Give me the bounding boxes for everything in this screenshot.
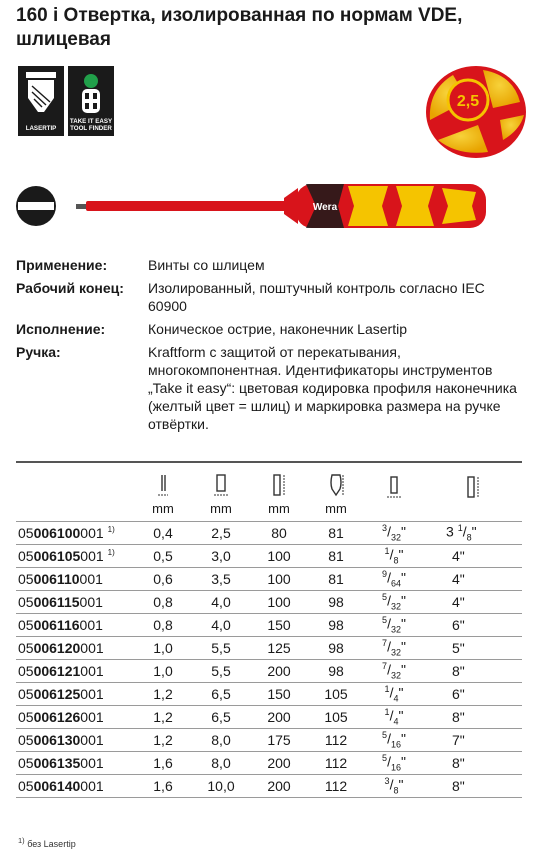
cell-width: 6,5 xyxy=(192,683,250,706)
cell-blade-length: 100 xyxy=(250,568,308,591)
cell-width: 4,0 xyxy=(192,591,250,614)
cell-width: 8,0 xyxy=(192,752,250,775)
cell-width: 3,5 xyxy=(192,568,250,591)
cell-length-inch: 6" xyxy=(424,614,522,637)
cell-article-code: 05006125001 xyxy=(16,683,134,706)
badge-label-line1: TAKE IT EASY xyxy=(69,118,113,125)
cell-thickness: 0,6 xyxy=(134,568,192,591)
table-row xyxy=(16,568,522,591)
cell-length-inch: 8" xyxy=(424,706,522,729)
cell-length-inch: 6" xyxy=(424,683,522,706)
cell-thickness: 1,2 xyxy=(134,683,192,706)
footnote xyxy=(18,836,76,849)
cell-width-inch: $^5/_{32}$" xyxy=(364,591,424,614)
lasertip-label: LASERTIP xyxy=(25,125,57,132)
cell-width: 4,0 xyxy=(192,614,250,637)
lasertip-badge xyxy=(18,66,64,136)
cell-length-inch: 5" xyxy=(424,637,522,660)
unit-label: mm xyxy=(325,501,347,516)
slot-profile-icon xyxy=(14,184,58,228)
cell-thickness: 0,5 xyxy=(134,545,192,568)
handle-size-mark: 2,5 xyxy=(456,93,480,110)
cell-blade-length: 125 xyxy=(250,637,308,660)
cell-width-inch: $^1/_4$" xyxy=(364,706,424,729)
cell-blade-length: 80 xyxy=(250,522,308,545)
unit-label: mm xyxy=(152,501,174,516)
handle-end-image xyxy=(408,60,528,160)
handle-length-icon xyxy=(327,473,345,497)
cell-length-inch: 8" xyxy=(424,660,522,683)
cell-width: 10,0 xyxy=(192,775,250,798)
cell-width-inch: $^9/_{64}$" xyxy=(364,568,424,591)
header-width xyxy=(192,462,250,522)
table-row xyxy=(16,683,522,706)
property-label: Ручка: xyxy=(16,344,61,360)
unit-label: mm xyxy=(210,501,232,516)
cell-article-code: 05006121001 xyxy=(16,660,134,683)
cell-handle-length: 81 xyxy=(308,522,364,545)
cell-article-code: 05006105001 $^{1)}$ xyxy=(16,545,134,568)
property-label: Исполнение: xyxy=(16,321,106,337)
header-blank xyxy=(16,462,134,522)
spec-table xyxy=(16,461,522,798)
table-row xyxy=(16,752,522,775)
cell-length-inch: 8" xyxy=(424,752,522,775)
cell-article-code: 05006140001 xyxy=(16,775,134,798)
cell-length-inch: 4" xyxy=(424,545,522,568)
table-header-row xyxy=(16,462,522,522)
table-row xyxy=(16,522,522,545)
table-row xyxy=(16,614,522,637)
cell-handle-length: 81 xyxy=(308,568,364,591)
table-row xyxy=(16,660,522,683)
property-row xyxy=(16,279,522,315)
cell-length-inch: 7" xyxy=(424,729,522,752)
cell-blade-length: 100 xyxy=(250,545,308,568)
properties-list xyxy=(16,256,522,438)
table-row xyxy=(16,729,522,752)
cell-article-code: 05006135001 xyxy=(16,752,134,775)
property-row xyxy=(16,320,522,338)
cell-handle-length: 98 xyxy=(308,660,364,683)
unit-label: mm xyxy=(268,501,290,516)
cell-thickness: 1,6 xyxy=(134,775,192,798)
cell-width-inch: $^5/_{16}$" xyxy=(364,729,424,752)
property-value: Винты со шлицем xyxy=(148,257,265,273)
cell-blade-length: 200 xyxy=(250,775,308,798)
table-row xyxy=(16,545,522,568)
cell-blade-length: 150 xyxy=(250,683,308,706)
cell-blade-length: 200 xyxy=(250,752,308,775)
cell-handle-length: 98 xyxy=(308,637,364,660)
cell-width-inch: $^1/_4$" xyxy=(364,683,424,706)
header-thickness xyxy=(134,462,192,522)
table-row xyxy=(16,637,522,660)
cell-width: 5,5 xyxy=(192,637,250,660)
property-value: Изолированный, поштучный контроль согласно IEC 60900 xyxy=(148,280,485,314)
cell-width: 5,5 xyxy=(192,660,250,683)
cell-handle-length: 112 xyxy=(308,775,364,798)
page-title: 160 i Отвертка, изолированная по нормам VDE, шлицевая xyxy=(16,5,463,50)
footnote-text: без Lasertip xyxy=(27,839,76,849)
property-row xyxy=(16,343,522,433)
property-label: Рабочий конец: xyxy=(16,280,124,296)
cell-width-inch: $^5/_{32}$" xyxy=(364,614,424,637)
table-row xyxy=(16,706,522,729)
cell-blade-length: 150 xyxy=(250,614,308,637)
cell-handle-length: 81 xyxy=(308,545,364,568)
cell-width-inch: $^1/_8$" xyxy=(364,545,424,568)
cell-length-inch: 4" xyxy=(424,568,522,591)
cell-thickness: 1,2 xyxy=(134,729,192,752)
cell-width-inch: $^7/_{32}$" xyxy=(364,660,424,683)
cell-width: 8,0 xyxy=(192,729,250,752)
header-handle-length xyxy=(308,462,364,522)
cell-width-inch: $^3/_{32}$" xyxy=(364,522,424,545)
table-row xyxy=(16,591,522,614)
cell-length-inch: 4" xyxy=(424,591,522,614)
cell-article-code: 05006120001 xyxy=(16,637,134,660)
property-row xyxy=(16,256,522,274)
cell-width-inch: $^3/_8$" xyxy=(364,775,424,798)
cell-handle-length: 98 xyxy=(308,591,364,614)
cell-blade-length: 175 xyxy=(250,729,308,752)
cell-thickness: 1,0 xyxy=(134,660,192,683)
blade-width-inch-icon xyxy=(385,475,403,499)
cell-width: 2,5 xyxy=(192,522,250,545)
cell-width-inch: $^7/_{32}$" xyxy=(364,637,424,660)
property-value: Kraftform с защитой от перекатывания, многокомпонентная. Идентификаторы инструментов „Take it easy“: цветовая кодировка профиля наконечника (желтый цвет = шлиц) и маркировка размера на ручке отвёртки. xyxy=(148,344,517,432)
cell-width: 3,0 xyxy=(192,545,250,568)
blade-length-icon xyxy=(270,473,288,497)
blade-length-inch-icon xyxy=(464,475,482,499)
cell-handle-length: 98 xyxy=(308,614,364,637)
property-value: Коническое острие, наконечник Lasertip xyxy=(148,321,407,337)
cell-handle-length: 105 xyxy=(308,683,364,706)
cell-width-inch: $^5/_{16}$" xyxy=(364,752,424,775)
cell-blade-length: 200 xyxy=(250,660,308,683)
header-width-inch xyxy=(364,462,424,522)
cell-article-code: 05006116001 xyxy=(16,614,134,637)
table-row xyxy=(16,775,522,798)
blade-thickness-icon xyxy=(156,473,170,497)
cell-blade-length: 200 xyxy=(250,706,308,729)
property-label: Применение: xyxy=(16,257,108,273)
cell-thickness: 0,8 xyxy=(134,591,192,614)
cell-thickness: 0,8 xyxy=(134,614,192,637)
cell-handle-length: 105 xyxy=(308,706,364,729)
cell-width: 6,5 xyxy=(192,706,250,729)
badge-label-line2: TOOL FINDER xyxy=(70,125,112,132)
cell-blade-length: 100 xyxy=(250,591,308,614)
cell-article-code: 05006115001 xyxy=(16,591,134,614)
footnote-mark: 1) xyxy=(18,836,25,845)
header-blade-length xyxy=(250,462,308,522)
cell-thickness: 1,6 xyxy=(134,752,192,775)
cell-thickness: 1,2 xyxy=(134,706,192,729)
cell-thickness: 1,0 xyxy=(134,637,192,660)
take-it-easy-label xyxy=(68,118,114,132)
take-it-easy-badge xyxy=(68,66,114,136)
header-length-inch xyxy=(424,462,522,522)
cell-article-code: 05006110001 xyxy=(16,568,134,591)
handle-brand-text: Wera xyxy=(312,202,338,213)
lasertip-icon xyxy=(24,72,58,116)
cell-handle-length: 112 xyxy=(308,729,364,752)
cell-article-code: 05006100001 $^{1)}$ xyxy=(16,522,134,545)
cell-length-inch: 8" xyxy=(424,775,522,798)
cell-handle-length: 112 xyxy=(308,752,364,775)
cell-article-code: 05006130001 xyxy=(16,729,134,752)
tool-finder-icon xyxy=(74,72,108,116)
blade-width-icon xyxy=(212,473,230,497)
cell-article-code: 05006126001 xyxy=(16,706,134,729)
cell-thickness: 0,4 xyxy=(134,522,192,545)
cell-length-inch: 3 $^1/_8$" xyxy=(424,522,522,545)
screwdriver-image xyxy=(76,174,536,238)
